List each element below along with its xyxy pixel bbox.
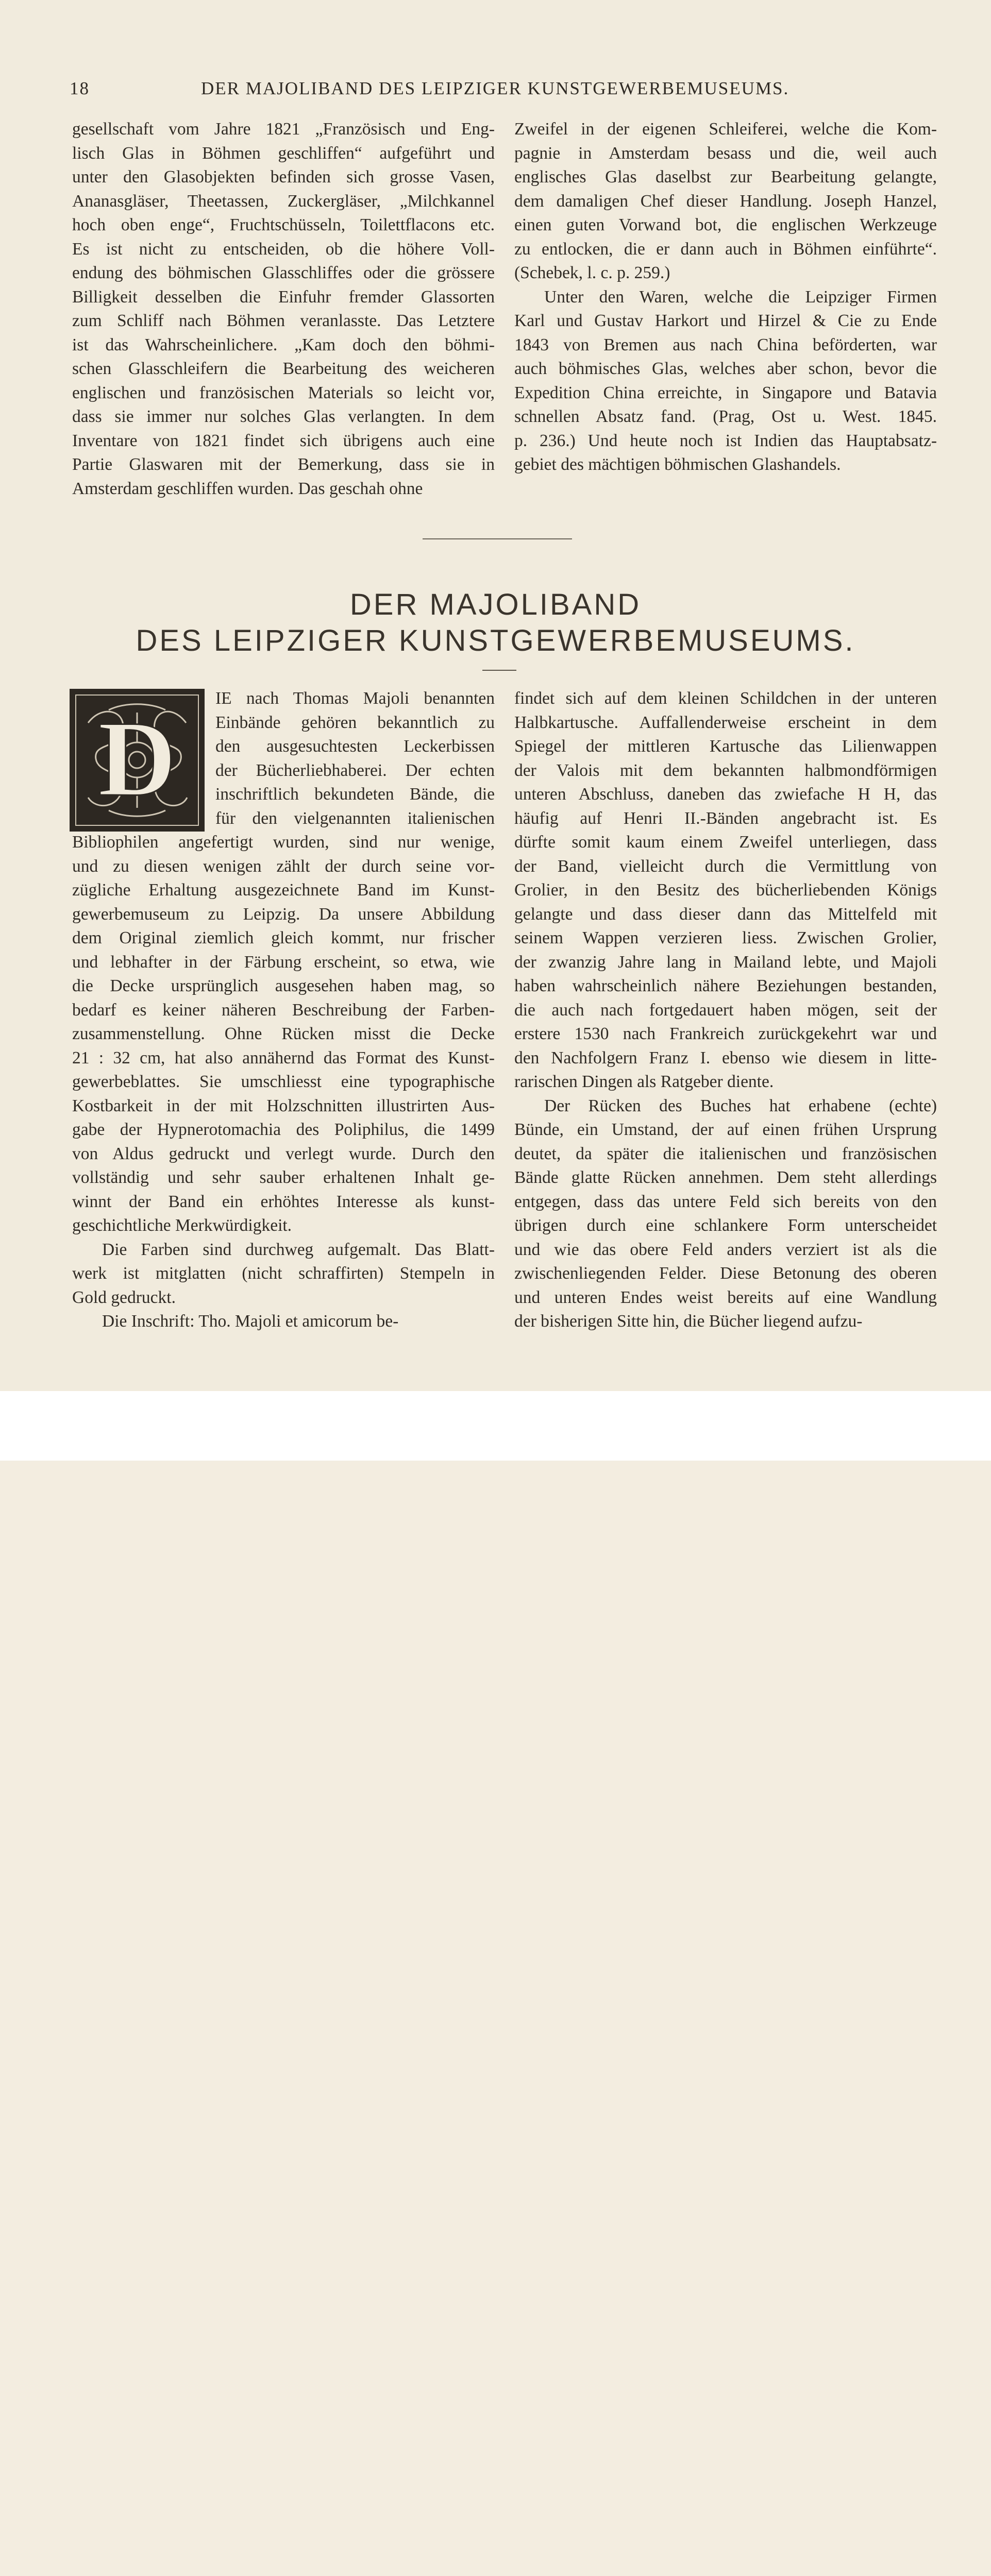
bottom-left-column — [72, 687, 495, 1334]
text-line: vollständig und sehr sauber erhaltenen Inhalt ge- — [72, 1168, 495, 1187]
text-line: Karl und Gustav Harkort und Hirzel & Cie zu Ende — [514, 311, 937, 330]
text-line: winnt der Band ein erhöhtes Interesse als kunst- — [72, 1192, 495, 1211]
text-line: Partie Glaswaren mit der Bemerkung, dass sie in — [72, 455, 495, 474]
text-line: zwischenliegenden Felder. Diese Betonung des oberen — [514, 1264, 937, 1283]
text-line: werk ist mitglatten (nicht schraffirten) Stempeln in — [72, 1264, 495, 1283]
top-right-column — [514, 117, 937, 477]
text-line: die Decke ursprünglich ausgesehen haben mag, so — [72, 976, 495, 995]
text-line: 1843 von Bremen aus nach China beförderten, war — [514, 335, 937, 354]
text-line: zügliche Erhaltung ausgezeichnete Band im Kunst- — [72, 880, 495, 900]
text-line: unteren Abschluss, daneben das zwiefache H H, das — [514, 785, 937, 804]
text-line: und unteren Endes weist bereits auf eine Wandlung — [514, 1287, 937, 1307]
text-line: der zwanzig Jahre lang in Mailand lebte, und Majoli — [514, 952, 937, 972]
text-line: entgegen, dass das untere Feld sich bereits von den — [514, 1192, 937, 1211]
text-line: der Bücherliebhaberei. Der echten — [215, 760, 495, 780]
text-line: und lebhafter in der Färbung erscheint, so etwa, wie — [72, 952, 495, 972]
text-line: Expedition China erreichte, in Singapore und Batavia — [514, 383, 937, 402]
title-divider — [482, 670, 516, 671]
text-line: Bände glatte Rücken annehmen. Dem steht allerdings — [514, 1168, 937, 1187]
text-line: Unter den Waren, welche die Leipziger Firmen — [544, 287, 937, 307]
text-line: englischen und französischen Materials so leicht vor, — [72, 383, 495, 402]
article-title-line-2: DES LEIPZIGER KUNSTGEWERBEMUSEUMS. — [136, 624, 855, 657]
text-line: Es ist nicht zu entscheiden, ob die höhere Voll- — [72, 239, 495, 259]
text-line: IE nach Thomas Majoli benannten — [215, 689, 495, 708]
page-number: 18 — [70, 78, 90, 98]
text-line: rarischen Dingen als Ratgeber diente. — [514, 1072, 774, 1091]
text-line: übrigen durch eine schlankere Form unterscheidet — [514, 1216, 937, 1235]
text-line: Zweifel in der eigenen Schleiferei, welche die Kom- — [514, 120, 937, 139]
text-line: lisch Glas in Böhmen geschliffen“ aufgeführt und — [72, 143, 495, 163]
text-line: für den vielgenannten italienischen — [215, 808, 495, 828]
text-line: den ausgesuchtesten Leckerbissen — [215, 737, 495, 756]
text-line: Die Farben sind durchweg aufgemalt. Das Blatt- — [102, 1240, 495, 1259]
text-line: inschriftlich bekundeten Bände, die — [215, 785, 495, 804]
text-line: einen guten Vorwand bot, die englischen Werkzeuge — [514, 215, 937, 234]
text-line: Kostbarkeit in der mit Holzschnitten illustrirten Aus- — [72, 1096, 495, 1115]
text-line: schen Glasschleifern die Bearbeitung des weicheren — [72, 359, 495, 378]
text-line: häufig auf Henri II.-Bänden angebracht ist. Es — [514, 808, 937, 828]
text-line: und zu diesen wenigen zählt der durch seine vor- — [72, 856, 495, 876]
text-line: schnellen Absatz fand. (Prag, Ost u. West. 1845. — [514, 407, 937, 426]
text-line: geschichtliche Merkwürdigkeit. — [72, 1216, 292, 1235]
bottom-right-column — [514, 687, 937, 1334]
text-line: Einbände gehören bekanntlich zu — [215, 713, 495, 732]
text-line: von Aldus gedruckt und verlegt wurde. Durch den — [72, 1144, 495, 1163]
text-line: hoch oben enge“, Fruchtschüsseln, Toilettflacons etc. — [72, 215, 495, 234]
text-line: zusammenstellung. Ohne Rücken misst die Decke — [72, 1024, 495, 1043]
text-line: p. 236.) Und heute noch ist Indien das Hauptabsatz- — [514, 431, 937, 450]
text-line: gelangte und dass dieser dann das Mittelfeld mit — [514, 904, 937, 924]
text-line: Der Rücken des Buches hat erhabene (echte) — [544, 1096, 937, 1115]
running-header — [70, 78, 946, 104]
text-line: dürfte somit kaum einem Zweifel unterliegen, dass — [514, 833, 937, 852]
text-line: den Nachfolgern Franz I. ebenso wie diesem in litte- — [514, 1048, 937, 1067]
text-line: der Valois mit dem bekannten halbmondförmigen — [514, 760, 937, 780]
text-line: gebiet des mächtigen böhmischen Glashandels. — [514, 455, 841, 474]
text-line: die auch nach fortgedauert haben mögen, seit der — [514, 1000, 937, 1020]
text-line: Die Inschrift: Tho. Majoli et amicorum be- — [102, 1312, 399, 1331]
text-line: 21 : 32 cm, hat also annähernd das Format des Kunst- — [72, 1048, 495, 1067]
text-line: zu entlocken, die er dann auch in Böhmen einführte“. — [514, 239, 937, 259]
text-line: endung des böhmischen Glasschliffes oder die grössere — [72, 263, 495, 282]
text-line: bedarf es keiner näheren Beschreibung der Farben- — [72, 1000, 495, 1020]
text-line: Ananasgläser, Theetassen, Zuckergläser, „Milchkannel — [72, 191, 495, 211]
text-line: Bibliophilen angefertigt wurden, sind nur wenige, — [72, 833, 495, 852]
text-line: auch böhmisches Glas, welches aber schon, bevor die — [514, 359, 937, 378]
text-line: unter den Glasobjekten befinden sich grosse Vasen, — [72, 167, 495, 187]
text-line: gewerbemuseum zu Leipzig. Da unsere Abbildung — [72, 904, 495, 924]
text-line: findet sich auf dem kleinen Schildchen in der unteren — [514, 689, 937, 708]
text-line: dass sie immer nur solches Glas verlangten. In dem — [72, 407, 495, 426]
text-line: Grolier, in den Besitz des bücherliebenden Königs — [514, 880, 937, 900]
text-line: Bünde, ein Umstand, der auf einen frühen Ursprung — [514, 1120, 937, 1139]
text-line: der bisherigen Sitte hin, die Bücher liegend aufzu- — [514, 1312, 863, 1331]
text-line: der Band, vielleicht durch die Vermittlung von — [514, 856, 937, 876]
running-title: DER MAJOLIBAND DES LEIPZIGER KUNSTGEWERBEMUSEUMS. — [201, 78, 790, 98]
text-line: erstere 1530 nach Frankreich zurückgekehrt war und — [514, 1024, 937, 1043]
text-line: seinem Wappen verzieren liess. Zwischen Grolier, — [514, 928, 937, 947]
top-left-column — [72, 117, 495, 501]
text-line: deutet, da später die italienischen und französischen — [514, 1144, 937, 1163]
text-line: ist das Wahrscheinlichere. „Kam doch den böhmi- — [72, 335, 495, 354]
section-divider — [423, 538, 572, 539]
text-line: englisches Glas daselbst zur Bearbeitung gelangte, — [514, 167, 937, 187]
initial-letter: D — [98, 699, 176, 819]
text-line: zum Schliff nach Böhmen veranlasste. Das Letztere — [72, 311, 495, 330]
text-line: Inventare von 1821 findet sich übrigens auch eine — [72, 431, 495, 450]
article-title-line-1: DER MAJOLIBAND — [349, 588, 642, 621]
text-line: Gold gedruckt. — [72, 1287, 176, 1307]
text-line: Amsterdam geschliffen wurden. Das geschah ohne — [72, 479, 423, 498]
text-line: (Schebek, l. c. p. 259.) — [514, 263, 670, 282]
text-line: gabe der Hypnerotomachia des Poliphilus, die 1499 — [72, 1120, 495, 1139]
text-line: gesellschaft vom Jahre 1821 „Französisch und Eng- — [72, 120, 495, 139]
text-line: Billigkeit desselben die Einfuhr fremder Glassorten — [72, 287, 495, 307]
text-line: haben wahrscheinlich nähere Beziehungen bestanden, — [514, 976, 937, 995]
text-line: gewerbeblattes. Sie umschliesst eine typographische — [72, 1072, 495, 1091]
text-line: und wie das obere Feld anders verziert ist als die — [514, 1240, 937, 1259]
text-line: dem Original ziemlich gleich kommt, nur frischer — [72, 928, 495, 947]
text-line: Halbkartusche. Auffallenderweise erscheint in dem — [514, 713, 937, 732]
text-line: Spiegel der mittleren Kartusche das Lilienwappen — [514, 737, 937, 756]
text-line: pagnie in Amsterdam besass und die, weil auch — [514, 143, 937, 163]
text-line: dem damaligen Chef dieser Handlung. Joseph Hanzel, — [514, 191, 937, 211]
digitization-footer — [0, 1391, 991, 1461]
